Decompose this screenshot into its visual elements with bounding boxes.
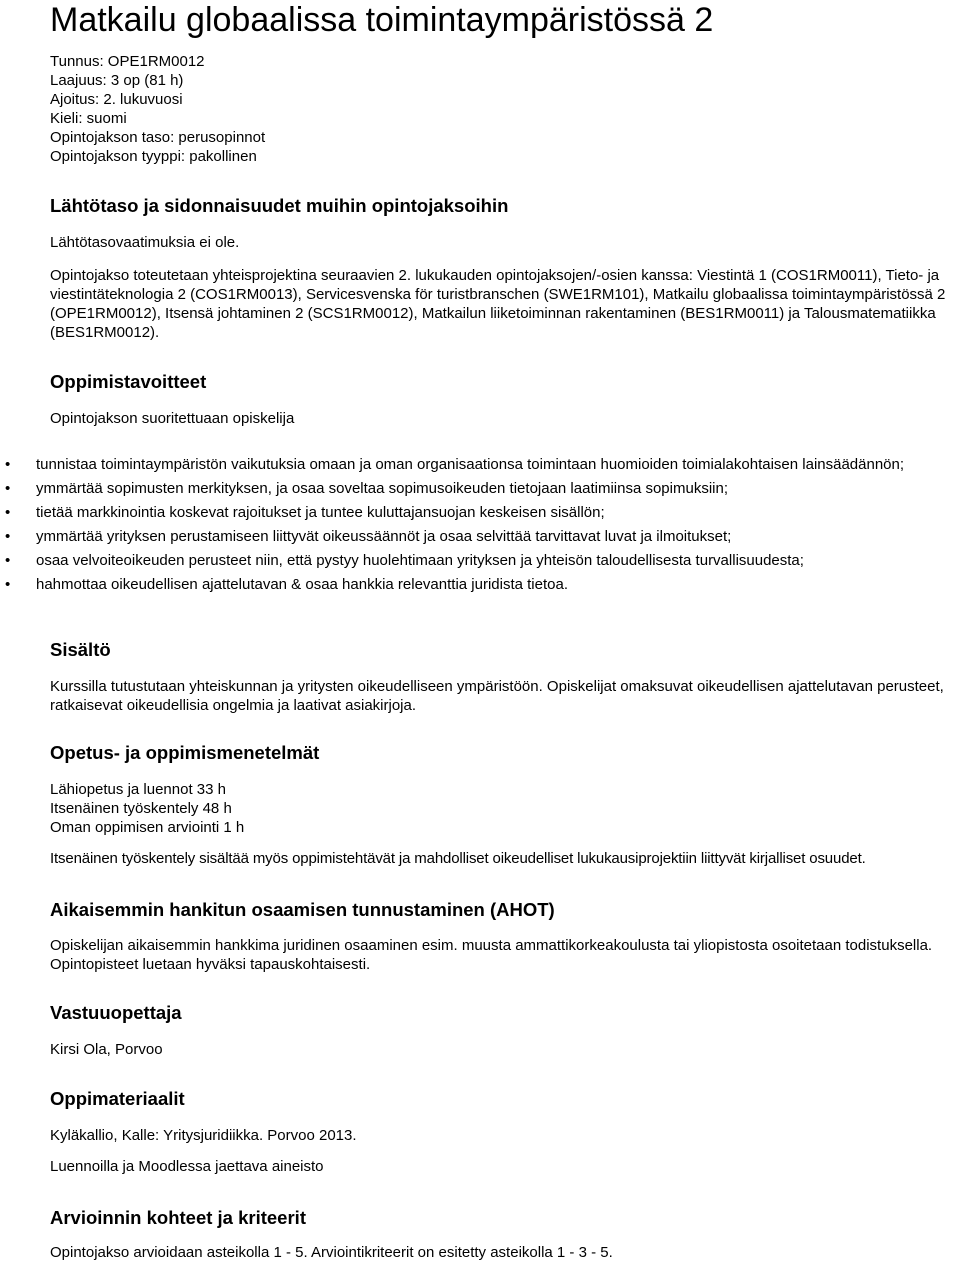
objective-item [5,503,956,522]
assessment-text: Opintojakso arvioidaan asteikolla 1 - 5. Arviointikriteerit on esitetty asteikolla 1 - 3 - 5. [50,1244,613,1261]
objective-text: ymmärtää yrityksen perustamiseen liittyvät oikeussäännöt ja osaa selvittää tarvittavat luvat ja ilmoitukset; [36,528,732,545]
objective-item [5,455,956,474]
objective-item [5,527,956,546]
methods-line-1: Lähiopetus ja luennot 33 h [50,781,226,798]
objectives-intro: Opintojakson suoritettuaan opiskelija [50,410,295,427]
materials-text-2: Luennoilla ja Moodlessa jaettava aineisto [50,1158,324,1175]
methods-line-3: Oman oppimisen arviointi 1 h [50,819,245,836]
bullet-icon: • [5,528,11,545]
objective-item [5,479,956,498]
materials-text-1: Kyläkallio, Kalle: Yritysjuridiikka. Porvoo 2013. [50,1127,357,1144]
meta-type: Opintojakson tyyppi: pakollinen [50,148,257,165]
bullet-icon: • [5,552,11,569]
objective-text: tunnistaa toimintaympäristön vaikutuksia omaan ja oman organisaationsa toimintaan huomioiden toimialakohtaisen lainsäädännön; [36,456,905,473]
objective-item [5,575,956,594]
teacher-text: Kirsi Ola, Porvoo [50,1041,163,1058]
meta-credits: Laajuus: 3 op (81 h) [50,72,184,89]
course-meta-list [50,52,265,166]
meta-language: Kieli: suomi [50,110,127,127]
ahot-heading: Aikaisemmin hankitun osaamisen tunnustaminen (AHOT) [50,899,555,920]
methods-line-2: Itsenäinen työskentely 48 h [50,800,232,817]
objectives-list [5,455,956,599]
methods-heading: Opetus- ja oppimismenetelmät [50,742,320,763]
objective-item [5,551,956,570]
bullet-icon: • [5,480,11,497]
objective-text: tietää markkinointia koskevat rajoitukset ja tuntee kuluttajansuojan keskeisen sisällön; [36,504,605,521]
meta-level: Opintojakson taso: perusopinnot [50,129,266,146]
meta-timing: Ajoitus: 2. lukuvuosi [50,91,183,108]
bullet-icon: • [5,504,11,521]
content-text: Kurssilla tutustutaan yhteiskunnan ja yritysten oikeudelliseen ympäristöön. Opiskelijat omaksuvat oikeudellisen ajattelutavan perusteet, ratkaisevat oikeudellisia ongelmia ja laativat asiakirjoja. [50,678,944,714]
document-title: Matkailu globaalissa toimintaympäristössä 2 [50,1,714,39]
objective-text: ymmärtää sopimusten merkityksen, ja osaa soveltaa sopimusoikeuden tietojaan laatimiinsa sopimuksiin; [36,480,728,497]
methods-text: Itsenäinen työskentely sisältää myös oppimistehtävät ja mahdolliset oikeudelliset lukukausiprojektiin liittyvät kirjalliset osuudet. [50,850,866,867]
bullet-icon: • [5,456,11,473]
bullet-icon: • [5,576,11,593]
objective-text: hahmottaa oikeudellisen ajattelutavan & osaa hankkia relevanttia juridista tietoa. [36,576,569,593]
teacher-heading: Vastuuopettaja [50,1002,182,1023]
prerequisites-text-1: Lähtötasovaatimuksia ei ole. [50,234,240,251]
objective-text: osaa velvoiteoikeuden perusteet niin, että pystyy huolehtimaan yrityksen ja yhteisön taloudellisesta turvallisuudesta; [36,552,804,569]
assessment-heading: Arvioinnin kohteet ja kriteerit [50,1207,306,1228]
materials-heading: Oppimateriaalit [50,1088,185,1109]
prerequisites-heading: Lähtötaso ja sidonnaisuudet muihin opintojaksoihin [50,195,509,216]
ahot-text: Opiskelijan aikaisemmin hankkima juridinen osaaminen esim. muusta ammattikorkeakoulusta tai yliopistosta osoitetaan todistuksella. Opintopisteet luetaan hyväksi tapauskohtaisesti. [50,937,933,973]
objectives-heading: Oppimistavoitteet [50,371,207,392]
prerequisites-text-2: Opintojakso toteutetaan yhteisprojektina seuraavien 2. lukukauden opintojaksojen/-osien kanssa: Viestintä 1 (COS1RM0011), Tieto- ja viestintäteknologia 2 (COS1RM0013), Servicesvenska för turistbranschen (SWE1RM101), Matkailu globaalissa toimintaympäristössä 2 (OPE1RM0012), Itsensä johtaminen 2 (SCS1RM0012), Matkailun liiketoiminnan rakentaminen (BES1RM0011) ja Talousmatematiikka (BES1RM0012). [50,267,946,341]
content-heading: Sisältö [50,639,111,660]
meta-code: Tunnus: OPE1RM0012 [50,53,205,70]
